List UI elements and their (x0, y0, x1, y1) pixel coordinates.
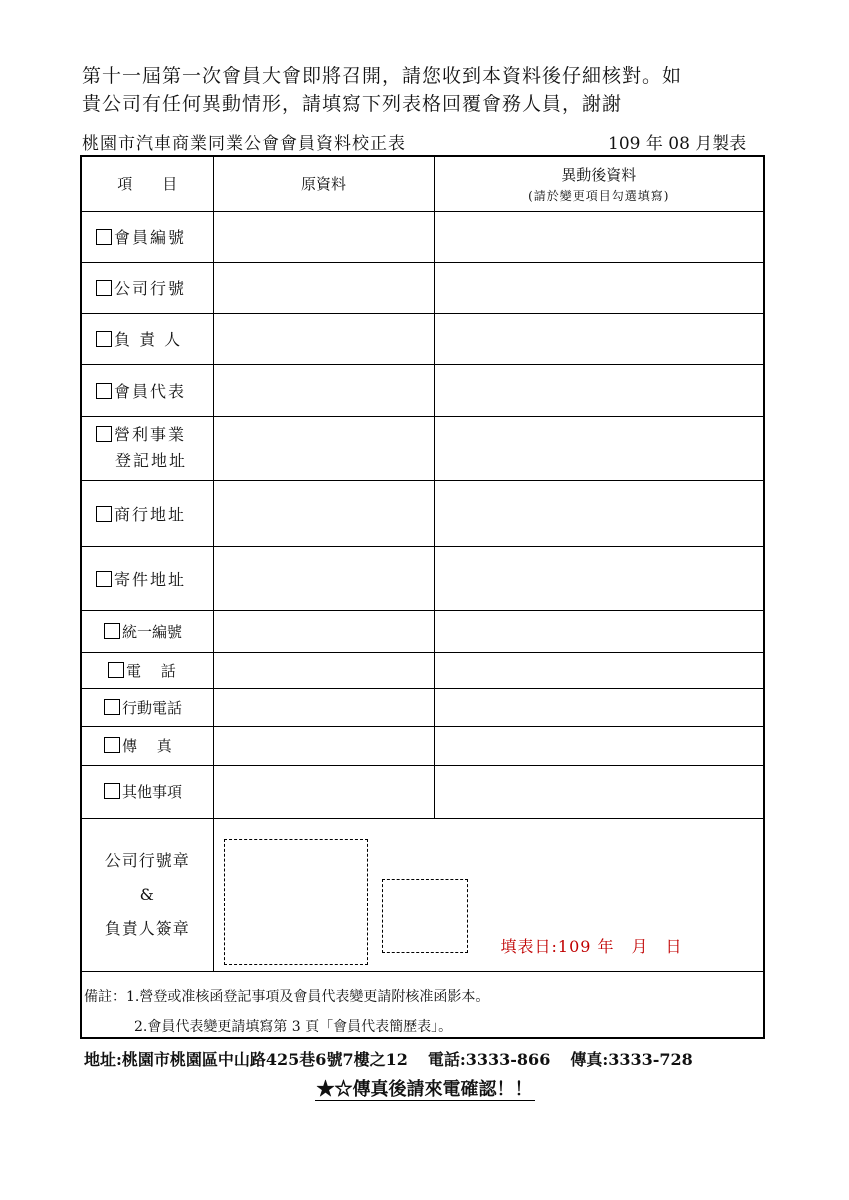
form-frame (80, 155, 765, 1039)
changed-field[interactable] (434, 313, 763, 364)
confirm-text: ★☆傳真後請來電確認！！ (316, 1079, 533, 1100)
table-row (82, 364, 763, 416)
row-label-cell (82, 364, 213, 416)
table-row (82, 480, 763, 546)
confirm-notice (0, 1075, 849, 1101)
changed-field[interactable] (434, 480, 763, 546)
row-label: 負 責 人 (114, 330, 183, 349)
owner-seal-box[interactable] (382, 879, 468, 953)
original-field[interactable] (213, 688, 434, 726)
changed-field[interactable] (434, 211, 763, 262)
row-label-cell (82, 688, 213, 726)
changed-field[interactable] (434, 765, 763, 818)
checkbox[interactable] (96, 331, 112, 347)
original-field[interactable] (213, 262, 434, 313)
changed-field[interactable] (434, 652, 763, 688)
table-row (82, 726, 763, 765)
checkbox[interactable] (104, 783, 120, 799)
notes-section (82, 971, 763, 1038)
signature-label-1: 公司行號章 (104, 850, 190, 870)
checkbox[interactable] (104, 699, 120, 715)
intro-line-1: 第十一屆第一次會員大會即將召開，請您收到本資料後仔細核對。如 (82, 65, 683, 87)
table-row (82, 610, 763, 652)
header-original-label: 原資料 (300, 175, 346, 194)
intro-text (82, 62, 782, 118)
row-label-cell (82, 726, 213, 765)
table-header-row (82, 157, 763, 211)
original-field[interactable] (213, 610, 434, 652)
row-label: 傳 真 (122, 737, 172, 755)
row-label-line-2: 登記地址 (115, 451, 188, 470)
signature-area (213, 818, 763, 971)
original-field[interactable] (213, 364, 434, 416)
table-row (82, 313, 763, 364)
table-row (82, 546, 763, 610)
row-label-cell (82, 652, 213, 688)
changed-field[interactable] (434, 610, 763, 652)
made-date: 109 年 08 月製表 (608, 134, 747, 154)
table-row (82, 416, 763, 480)
changed-field[interactable] (434, 546, 763, 610)
checkbox[interactable] (104, 623, 120, 639)
changed-field[interactable] (434, 364, 763, 416)
header-changed-label: 異動後資料 (561, 165, 637, 184)
header-changed (434, 157, 763, 211)
row-label: 會員編號 (114, 228, 187, 247)
address: 地址:桃園市桃園區中山路425巷6號7樓之12 (84, 1050, 408, 1069)
original-field[interactable] (213, 480, 434, 546)
original-field[interactable] (213, 313, 434, 364)
checkbox[interactable] (96, 383, 112, 399)
header-original (213, 157, 434, 211)
note-1: 備註：1.營登或准核函登記事項及會員代表變更請附核准函影本。 (84, 989, 490, 1005)
original-field[interactable] (213, 765, 434, 818)
table-row (82, 765, 763, 818)
table-row (82, 688, 763, 726)
row-label-cell (82, 211, 213, 262)
row-label: 營利事業 (114, 425, 187, 444)
signature-label-cell (82, 818, 213, 971)
row-label: 電 話 (126, 661, 176, 680)
note-2: 2.會員代表變更請填寫第 3 頁「會員代表簡歷表」。 (134, 1019, 453, 1035)
header-item (82, 157, 213, 211)
row-label: 商行地址 (114, 504, 187, 524)
row-label: 公司行號 (114, 279, 187, 298)
header-changed-note: (請於變更項目勾選填寫) (528, 188, 670, 203)
row-label: 行動電話 (122, 698, 183, 717)
original-field[interactable] (213, 546, 434, 610)
checkbox[interactable] (96, 280, 112, 296)
changed-field[interactable] (434, 262, 763, 313)
phone: 電話:3333-866 (427, 1050, 551, 1069)
table-row (82, 262, 763, 313)
signature-row (82, 818, 763, 971)
data-table (82, 157, 763, 972)
row-label-cell (82, 416, 213, 480)
original-field[interactable] (213, 416, 434, 480)
fax: 傳真:3333-728 (570, 1050, 693, 1069)
row-label-cell (82, 262, 213, 313)
checkbox[interactable] (96, 229, 112, 245)
header-item-label: 項 目 (117, 175, 178, 194)
row-label: 其他事項 (122, 783, 183, 801)
row-label-cell (82, 610, 213, 652)
row-label-cell (82, 765, 213, 818)
company-seal-box[interactable] (224, 839, 368, 965)
original-field[interactable] (213, 211, 434, 262)
checkbox[interactable] (96, 506, 112, 522)
row-label: 寄件地址 (114, 569, 187, 589)
signature-label-3: 負責人簽章 (104, 918, 190, 938)
changed-field[interactable] (434, 726, 763, 765)
signature-label-2: & (139, 884, 155, 904)
fill-date: 填表日:109 年 月 日 (500, 936, 683, 956)
changed-field[interactable] (434, 416, 763, 480)
row-label-cell (82, 546, 213, 610)
checkbox[interactable] (96, 571, 112, 587)
row-label: 統一編號 (122, 622, 183, 641)
original-field[interactable] (213, 726, 434, 765)
row-label-cell (82, 480, 213, 546)
table-row (82, 652, 763, 688)
original-field[interactable] (213, 652, 434, 688)
checkbox[interactable] (108, 662, 124, 678)
table-row (82, 211, 763, 262)
checkbox[interactable] (96, 426, 112, 442)
changed-field[interactable] (434, 688, 763, 726)
checkbox[interactable] (104, 737, 120, 753)
row-label-cell (82, 313, 213, 364)
intro-line-2: 貴公司有任何異動情形，請填寫下列表格回覆會務人員，謝謝 (82, 93, 623, 115)
contact-footer (84, 1047, 713, 1070)
form-title: 桃園市汽車商業同業公會會員資料校正表 (82, 134, 406, 154)
row-label: 會員代表 (114, 381, 187, 401)
